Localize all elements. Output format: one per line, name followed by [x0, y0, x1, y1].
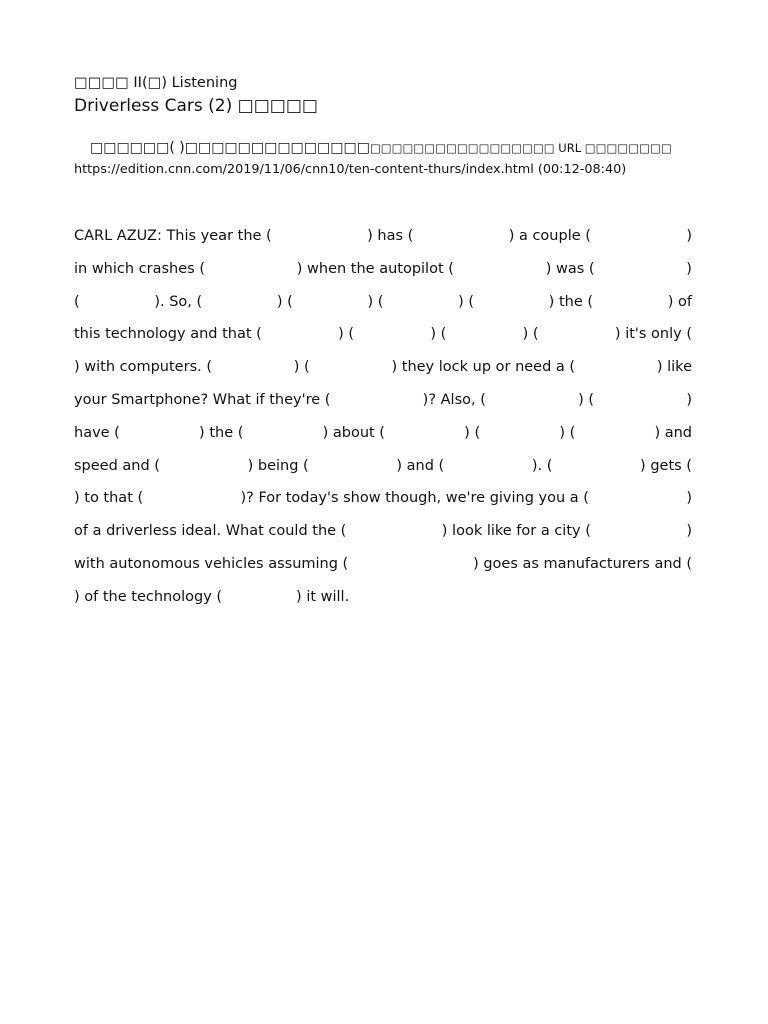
- transcript-line: [74, 455, 692, 488]
- transcript-line: [74, 586, 692, 619]
- transcript-line: [74, 553, 692, 586]
- transcript-fragment: ) (: [276, 293, 293, 310]
- instruction-note: □□□□□□□□□□□□□□□□□ URL □□□□□□□□: [369, 141, 672, 155]
- transcript-fragment: speed and (: [74, 457, 160, 474]
- instruction-main: □□□□□□( )□□□□□□□□□□□□□□: [90, 140, 370, 156]
- transcript-fragment: ) it will.: [296, 588, 350, 605]
- transcript-fragment: ). So, (: [154, 293, 203, 310]
- transcript-fragment: ) a couple (: [508, 228, 591, 244]
- transcript: [74, 225, 692, 619]
- transcript-fragment: ) (: [522, 326, 539, 343]
- course-label: □□□□ II(□) Listening: [74, 75, 238, 91]
- transcript-fragment: ) goes as manufacturers and (: [473, 555, 692, 572]
- transcript-line: [74, 422, 692, 455]
- transcript-line: [74, 389, 692, 422]
- transcript-fragment: )? Also, (: [422, 391, 486, 408]
- transcript-fragment: CARL AZUZ: This year the (: [74, 228, 272, 244]
- transcript-line: [74, 258, 692, 291]
- transcript-line: [74, 225, 692, 258]
- transcript-line: [74, 487, 692, 520]
- transcript-fragment: ) they lock up or need a (: [391, 359, 576, 376]
- transcript-fragment: ) with computers. (: [74, 359, 212, 376]
- transcript-fragment: ): [686, 228, 692, 244]
- transcript-fragment: ) and: [654, 424, 692, 441]
- transcript-fragment: ) being (: [247, 457, 309, 474]
- transcript-fragment: of a driverless ideal. What could the (: [74, 523, 347, 540]
- blank-gap: [222, 586, 296, 619]
- transcript-fragment: ): [686, 391, 692, 408]
- transcript-fragment: this technology and that (: [74, 326, 262, 343]
- transcript-line: [74, 356, 692, 389]
- transcript-fragment: ) it's only (: [614, 326, 692, 343]
- transcript-fragment: ): [686, 523, 692, 540]
- transcript-fragment: )? For today's show though, we're giving you a (: [240, 490, 589, 507]
- transcript-fragment: (: [74, 293, 80, 310]
- transcript-fragment: ) (: [559, 424, 576, 441]
- transcript-fragment: ) was (: [545, 260, 595, 277]
- transcript-fragment: ) of the technology (: [74, 588, 223, 605]
- transcript-fragment: ) the (: [548, 293, 594, 310]
- transcript-fragment: ) like: [656, 359, 692, 376]
- source-url: https://edition.cnn.com/2019/11/06/cnn10/ten-content-thurs/index.html (00:12-08:40): [74, 162, 627, 177]
- transcript-line: [74, 291, 692, 324]
- transcript-fragment: your Smartphone? What if they're (: [74, 391, 331, 408]
- transcript-fragment: have (: [74, 424, 120, 441]
- transcript-fragment: ) about (: [322, 424, 385, 441]
- transcript-fragment: ) of: [667, 293, 692, 310]
- transcript-fragment: ) (: [430, 326, 447, 343]
- page-title: Driverless Cars (2) □□□□□: [74, 96, 318, 116]
- transcript-fragment: in which crashes (: [74, 260, 205, 277]
- transcript-fragment: ) (: [458, 293, 474, 310]
- transcript-fragment: ) (: [338, 326, 355, 343]
- transcript-fragment: ) when the autopilot (: [296, 260, 454, 277]
- transcript-fragment: ) (: [578, 391, 595, 408]
- transcript-fragment: ) gets (: [640, 457, 692, 474]
- transcript-fragment: ) to that (: [74, 490, 144, 507]
- transcript-fragment: ) and (: [396, 457, 445, 474]
- transcript-fragment: with autonomous vehicles assuming (: [74, 555, 349, 572]
- instruction-text: [90, 139, 672, 157]
- transcript-fragment: ) (: [367, 293, 384, 310]
- transcript-fragment: ) (: [293, 359, 310, 376]
- transcript-fragment: ): [686, 490, 692, 507]
- transcript-fragment: ) look like for a city (: [441, 523, 591, 540]
- transcript-fragment: ). (: [531, 457, 553, 474]
- transcript-fragment: ): [686, 260, 692, 277]
- transcript-fragment: ) the (: [199, 424, 244, 441]
- transcript-fragment: ) has (: [367, 228, 414, 244]
- transcript-line: [74, 520, 692, 553]
- transcript-line: [74, 323, 692, 356]
- transcript-fragment: ) (: [464, 424, 481, 441]
